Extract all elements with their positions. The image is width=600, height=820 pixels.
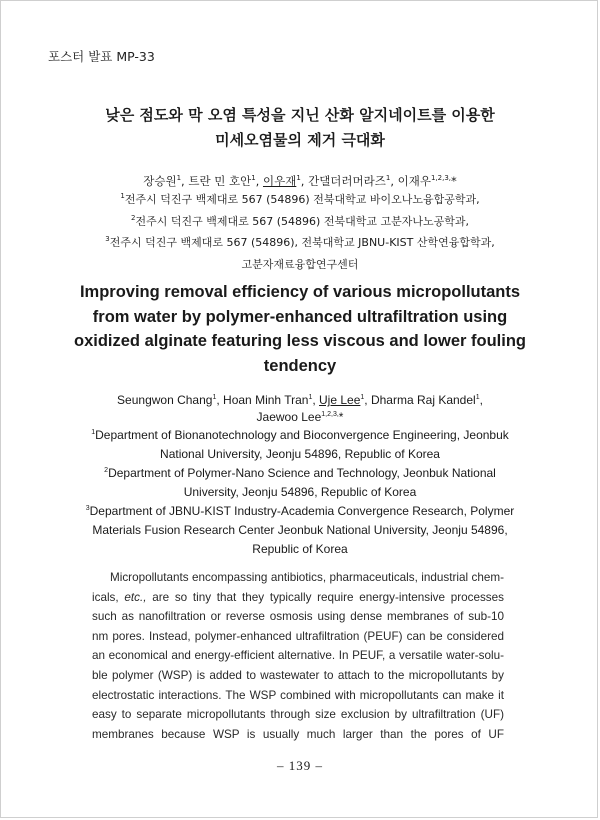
- author-name: Seungwon Chang: [117, 393, 213, 407]
- english-affiliation-line: [50, 483, 550, 502]
- affiliation-text: Department of JBNU-KIST Industry-Academia Convergence Research, Polymer: [89, 504, 515, 518]
- affiliation-text: National University, Jeonju 54896, Republic of Korea: [160, 447, 440, 461]
- abstract-line: ble polymer (WSP) is added to wastewater to attach to the micropollutants by: [92, 668, 504, 682]
- author-affiliation-mark: 1: [296, 174, 301, 182]
- author-affiliation-mark: 1: [308, 394, 313, 401]
- affiliation-text: Materials Fusion Research Center Jeonbuk National University, Jeonju 54896,: [92, 523, 508, 537]
- affiliation-number: 2: [131, 213, 136, 222]
- affiliation-number: 1: [91, 429, 96, 436]
- author-affiliation-mark: 1: [212, 394, 217, 401]
- author-separator: ,: [312, 393, 320, 407]
- korean-affiliation-line: [40, 232, 560, 254]
- english-affiliation-line: [50, 445, 550, 464]
- author-separator: ,: [479, 393, 483, 407]
- author-separator: ,: [255, 174, 263, 188]
- author-name: Jaewoo Lee: [256, 410, 322, 424]
- english-affiliation-line: [50, 540, 550, 559]
- author-name: Dharma Raj Kandel: [370, 393, 476, 407]
- english-title-line: tendency: [263, 356, 337, 375]
- abstract-line: an economical and energy-efficient alternative. In PEUF, a versatile water-solu-: [92, 649, 504, 663]
- affiliation-text: 전주시 덕진구 백제대로 567 (54896) 전북대학교 바이오나노융합공학과,: [124, 193, 480, 206]
- english-affiliations: [50, 426, 550, 559]
- corresponding-author-mark: *: [451, 174, 457, 188]
- affiliation-number: 3: [85, 505, 90, 512]
- presenting-author-name: Uje Lee: [319, 393, 361, 407]
- author-affiliation-mark: 1,2,3,: [430, 174, 452, 182]
- author-separator: ,: [364, 393, 371, 407]
- korean-affiliation-line: [40, 189, 560, 211]
- english-affiliation-line: [50, 502, 550, 521]
- author-name: Hoan Minh Tran: [223, 393, 309, 407]
- english-affiliation-line: [50, 464, 550, 483]
- english-authors: [50, 392, 550, 426]
- author-name: 이재우: [397, 174, 431, 188]
- affiliation-text: University, Jeonju 54896, Republic of Korea: [183, 485, 417, 499]
- author-affiliation-mark: 1: [475, 394, 480, 401]
- author-affiliation-mark: 1,2,3,: [321, 411, 339, 418]
- affiliation-text: 고분자재료융합연구센터: [241, 257, 359, 271]
- korean-authors: [40, 171, 560, 191]
- abstract-line: membranes because WSP is usually much larger than the pores of UF: [92, 727, 504, 741]
- korean-title-line: 미세오염물의 제거 극대화: [215, 131, 385, 149]
- korean-affiliations: [40, 189, 560, 275]
- affiliation-text: Department of Bionanotechnology and Bioconvergence Engineering, Jeonbuk: [95, 428, 509, 442]
- corresponding-author-mark: *: [338, 410, 344, 424]
- affiliation-text: Department of Polymer-Nano Science and Technology, Jeonbuk National: [108, 466, 496, 480]
- session-label: 포스터 발표 MP-33: [48, 49, 155, 64]
- english-affiliation-line: [50, 521, 550, 540]
- author-affiliation-mark: 1: [360, 394, 365, 401]
- abstract-line: easy to separate micropollutants through size exclusion by ultrafiltration (UF): [92, 708, 504, 722]
- author-name: 장승원: [143, 174, 177, 188]
- author-separator: ,: [216, 393, 224, 407]
- author-name: 간댈더러머라즈: [308, 174, 386, 188]
- korean-title: [50, 103, 550, 153]
- abstract-text: are so tiny that they typically require energy-intensive processes: [152, 590, 504, 604]
- author-affiliation-mark: 1: [385, 174, 391, 182]
- affiliation-text: 전주시 덕진구 백제대로 567 (54896), 전북대학교 JBNU-KIST 산학연융합학과,: [109, 236, 495, 249]
- abstract-line: Micropollutants encompassing antibiotics, pharmaceuticals, industrial chem-: [110, 571, 504, 584]
- abstract-line: [92, 588, 504, 608]
- affiliation-number: 2: [104, 467, 109, 474]
- abstract-line: electrostatic interactions. The WSP combined with micropollutants can make it: [92, 688, 504, 702]
- presenting-author-name: 이우재: [262, 174, 297, 188]
- abstract-text: icals,: [92, 590, 119, 604]
- english-authors-line: [50, 409, 550, 426]
- abstract-italic-text: etc.,: [124, 590, 147, 604]
- korean-affiliation-line: [40, 211, 560, 233]
- abstract-line: nm pores. Instead, polymer-enhanced ultrafiltration (PEUF) can be considered: [92, 629, 504, 643]
- korean-title-line: 낮은 점도와 막 오염 특성을 지닌 산화 알지네이트를 이용한: [105, 106, 495, 124]
- affiliation-text: 전주시 덕진구 백제대로 567 (54896) 전북대학교 고분자나노공학과,: [135, 214, 469, 228]
- author-separator: ,: [300, 174, 309, 188]
- english-title: [60, 280, 540, 378]
- author-affiliation-mark: 1: [176, 174, 182, 182]
- author-separator: ,: [181, 174, 189, 188]
- author-separator: ,: [390, 174, 398, 188]
- english-title-line: oxidized alginate featuring less viscous and lower fouling: [73, 332, 526, 350]
- abstract-body: [92, 568, 504, 744]
- english-title-line: Improving removal efficiency of various micropollutants: [79, 283, 521, 301]
- english-affiliation-line: [50, 426, 550, 445]
- affiliation-number: 3: [105, 235, 110, 243]
- affiliation-text: Republic of Korea: [252, 542, 348, 556]
- english-authors-line: [50, 392, 550, 409]
- affiliation-number: 1: [120, 192, 125, 200]
- english-title-line: from water by polymer-enhanced ultrafiltration using: [92, 307, 508, 326]
- page-number: – 139 –: [277, 758, 323, 773]
- korean-affiliation-line: [40, 254, 560, 276]
- author-affiliation-mark: 1: [251, 174, 256, 182]
- abstract-line: such as nanofiltration or reverse osmosis using dense membranes of sub-10: [92, 610, 504, 624]
- author-name: 트란 민 호안: [188, 174, 252, 188]
